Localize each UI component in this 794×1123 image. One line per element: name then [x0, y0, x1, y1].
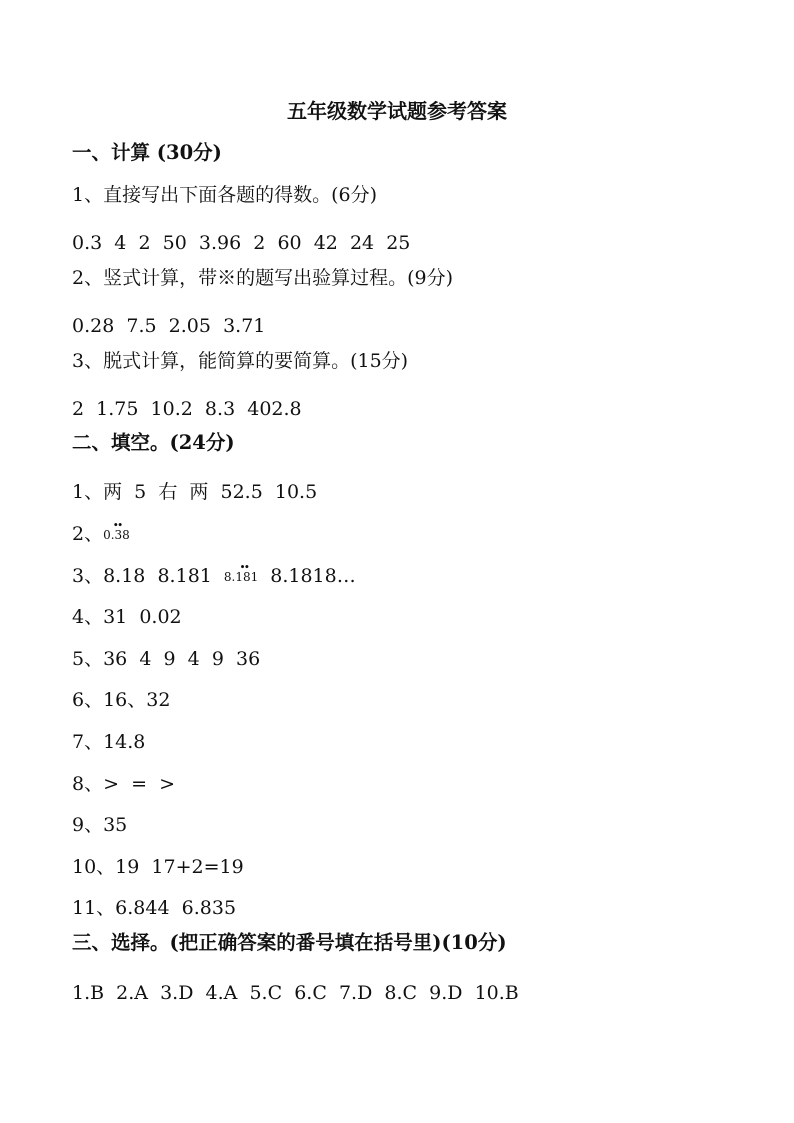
fill-item-5: 5、36 4 9 4 9 36	[72, 648, 261, 670]
fill-item-2-label: 2、	[72, 523, 104, 545]
repeating-decimal-text: 0.38	[103, 528, 130, 542]
section-3-heading: 三、选择。(把正确答案的番号填在括号里)(10分)	[72, 931, 507, 954]
fill-item-1: 1、两 5 右 两 52.5 10.5	[72, 481, 318, 503]
repeat-dots-icon: ∙∙	[113, 518, 122, 531]
q3-answers: 2 1.75 10.2 8.3 402.8	[72, 398, 302, 420]
section-1-heading: 一、计算 (30分)	[72, 141, 222, 164]
q1-answers: 0.3 4 2 50 3.96 2 60 42 24 25	[72, 232, 411, 254]
choice-answers: 1.B 2.A 3.D 4.A 5.C 6.C 7.D 8.C 9.D 10.B	[72, 982, 519, 1004]
fill-item-8: 8、> = >	[72, 773, 176, 795]
fill-item-10: 10、19 17+2=19	[72, 856, 244, 878]
repeating-decimal-value-2	[223, 560, 259, 584]
repeating-decimal-text-2: 8.181	[223, 570, 259, 584]
q2-answers: 0.28 7.5 2.05 3.71	[72, 315, 266, 337]
q1-label: 1、直接写出下面各题的得数。(6分)	[72, 184, 378, 206]
q3-label: 3、脱式计算，能简算的要简算。(15分)	[72, 350, 409, 372]
fill-item-4: 4、31 0.02	[72, 606, 182, 628]
page-title: 五年级数学试题参考答案	[287, 99, 507, 123]
repeating-decimal-value	[103, 518, 130, 542]
fill-item-3-label: 3、8.18 8.181	[72, 565, 212, 587]
fill-item-3	[72, 560, 356, 588]
q2-label: 2、竖式计算，带※的题写出验算过程。(9分)	[72, 267, 454, 289]
fill-item-11: 11、6.844 6.835	[72, 897, 237, 919]
fill-item-7: 7、14.8	[72, 731, 146, 753]
fill-item-2	[72, 518, 130, 546]
fill-item-3-tail: 8.1818…	[270, 565, 356, 587]
repeat-dots-icon-2: ∙∙	[239, 560, 249, 573]
section-2-heading: 二、填空。(24分)	[72, 431, 235, 454]
fill-item-9: 9、35	[72, 814, 128, 836]
fill-item-6: 6、16、32	[72, 689, 171, 711]
